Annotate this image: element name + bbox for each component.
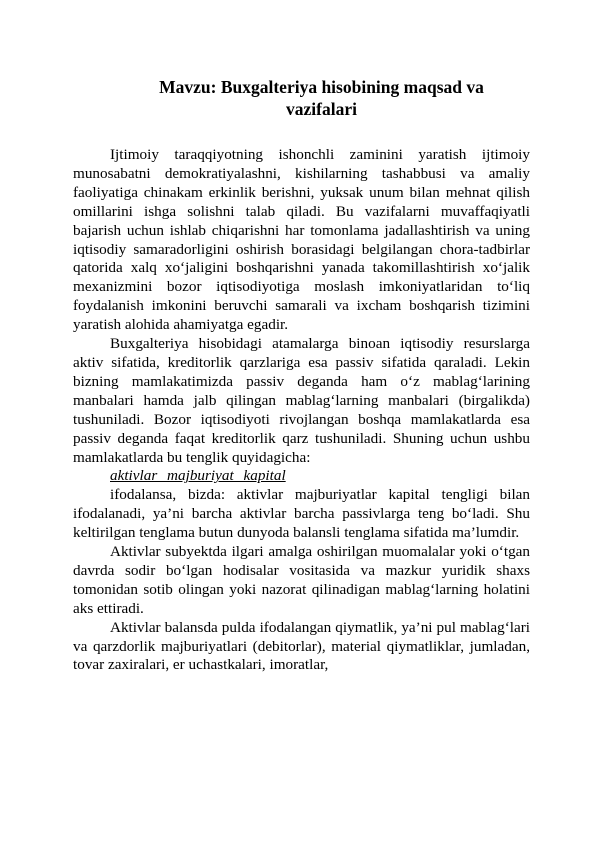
balance-equation: aktivlar majburiyat kapital (110, 467, 286, 485)
paragraph-equation-explanation: ifodalansa, bizda: aktivlar majburiyatlar kapital tengligi bilan ifodalanadi, ya’ni barcha aktivlar barcha passivlarga teng bo‘ladi. Shu keltirilgan tenglama butun dunyoda balansli tenglama sifatida ma’lumdir. (73, 486, 530, 542)
document-title (73, 76, 530, 120)
document-page (73, 76, 530, 675)
document-title-line-2: vazifalari (286, 99, 357, 119)
paragraph-accounting-terms: Buxgalteriya hisobidagi atamalarga binoan iqtisodiy resurslarga aktiv sifatida, kreditorlik qarzlariga esa passiv sifatida qaraladi. Lekin bizning mamlakatimizda passiv deganda ham o‘z mablag‘larining manbalari hamda jalb qilingan mablag‘larning manbalari (birgalikda) tushuniladi. Bozor iqtisodiyoti rivojlangan boshqa mamlakatlarda esa passiv deganda faqat kreditorlik qarz tushuniladi. Shuning uchun ushbu mamlakatlarda bu tenglik quyidagicha: (73, 335, 530, 466)
paragraph-assets-definition: Aktivlar subyektda ilgari amalga oshirilgan muomalalar yoki o‘tgan davrda sodir bo‘lgan hodisalar vositasida va mazkur yuridik shaxs tomonidan sotib olingan yoki nazorat qilinadigan mablag‘larning holatini aks ettiradi. (73, 543, 530, 617)
paragraph-assets-balance: Aktivlar balansda pulda ifodalangan qiymatlik, ya’ni pul mablag‘lari va qarzdorlik majburiyatlari (debitorlar), material qiymatliklar, jumladan, tovar zaxiralari, er uchastkalari, imoratlar, (73, 618, 530, 674)
paragraph-intro: Ijtimoiy taraqqiyotning ishonchli zaminini yaratish ijtimoiy munosabatni demokratiyalashni, kishilarning tashabbusi va amaliy faoliyatiga chinakam erkinlik berishni, yuksak unum bilan mehnat qilish omillarini ishga solishni talab qiladi. Bu vazifalarni muvaffaqiyatli bajarish uchun ishlab chiqarishni har tomonlama jadallashtirish va uning iqtisodiy samaradorligini oshirish borasidagi belgilangan chora-tadbirlar qatorida xalq xo‘jaligini boshqarishni yanada takomillashtirish xo‘jalik mexanizmini bozor iqtisodiyotiga moslash imkoniyatlaridan to‘liq foydalanish imkonini beruvchi samarali va ixcham boshqarish tizimini yaratish alohida ahamiyatga egadir. (73, 146, 530, 334)
document-title-line-1: Mavzu: Buxgalteriya hisobining maqsad va (159, 77, 484, 97)
